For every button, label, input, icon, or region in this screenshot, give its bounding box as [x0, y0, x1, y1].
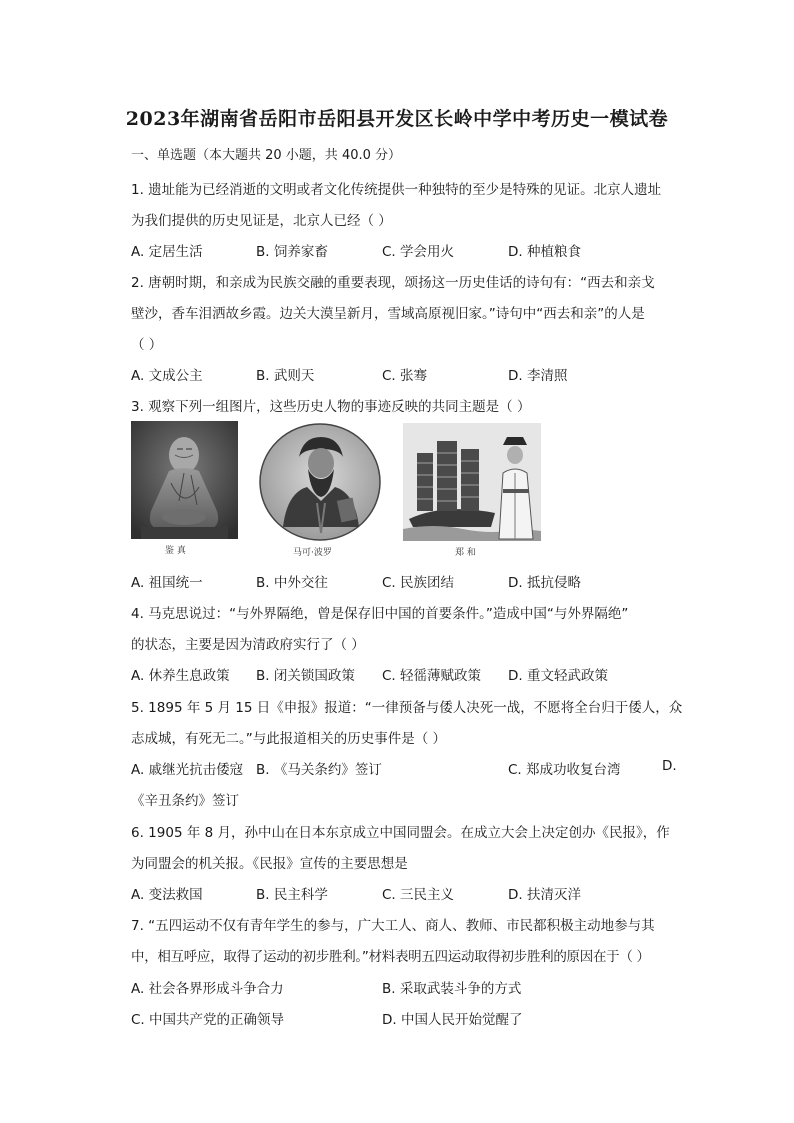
- q1-stem-line1: 1. 遗址能为已经消逝的文明或者文化传统提供一种独特的至少是特殊的见证。北京人遗址: [131, 182, 662, 198]
- page-title: 2023年湖南省岳阳市岳阳县开发区长岭中学中考历史一模试卷: [125, 108, 669, 130]
- q5-option-b: B. 《马关条约》签订: [256, 762, 382, 778]
- q6-option-b: B. 民主科学: [256, 887, 328, 903]
- q4-stem-line1: 4. 马克思说过：“与外界隔绝，曾是保存旧中国的首要条件。”造成中国“与外界隔绝”: [131, 606, 629, 622]
- q1-stem-line2: 为我们提供的历史见证是，北京人已经（ ）: [131, 213, 392, 229]
- q4-option-c: C. 轻徭薄赋政策: [382, 668, 482, 684]
- q7-stem-line1: 7. “五四运动不仅有青年学生的参与，广大工人、商人、教师、市民都积极主动地参与其: [131, 918, 655, 934]
- q6-option-a: A. 变法救国: [131, 887, 203, 903]
- q6-stem-line1: 6. 1905 年 8 月，孙中山在日本东京成立中国同盟会。在成立大会上决定创办《民报》，作: [131, 825, 670, 841]
- q7-option-a: A. 社会各界形成斗争合力: [131, 981, 284, 997]
- marco-polo-image: [259, 423, 382, 541]
- q2-stem-line2: 壁沙，香车泪洒故乡霞。边关大漠呈新月，雪域高原视旧家。”诗句中“西去和亲”的人是: [131, 306, 645, 322]
- q2-option-a: A. 文成公主: [131, 368, 203, 384]
- q7-stem-line2: 中，相互呼应，取得了运动的初步胜利。”材料表明五四运动取得初步胜利的原因在于（ ）: [131, 949, 650, 965]
- q1-option-b: B. 饲养家畜: [256, 244, 328, 260]
- q1-option-a: A. 定居生活: [131, 244, 203, 260]
- q6-stem-line2: 为同盟会的机关报。《民报》宣传的主要思想是: [131, 856, 408, 872]
- q4-option-b: B. 闭关锁国政策: [256, 668, 355, 684]
- q4-stem-line2: 的状态，主要是因为清政府实行了（ ）: [131, 637, 365, 653]
- q3-stem-line1: 3. 观察下列一组图片，这些历史人物的事迹反映的共同主题是（ ）: [131, 399, 531, 415]
- q5-option-a: A. 戚继光抗击倭寇: [131, 762, 244, 778]
- q5-option-c: C. 郑成功收复台湾: [508, 762, 621, 778]
- q5-stem-line1: 5. 1895 年 5 月 15 日《申报》报道：“一律预备与倭人决死一战，不愿将全台归于倭人，众: [131, 700, 683, 716]
- q4-option-d: D. 重文轻武政策: [508, 668, 608, 684]
- q2-option-d: D. 李清照: [508, 368, 568, 384]
- q5-stem-line2: 志成城，有死无二。”与此报道相关的历史事件是（ ）: [131, 731, 447, 747]
- section-heading: 一、单选题（本大题共 20 小题，共 40.0 分）: [131, 148, 402, 163]
- q3-option-b: B. 中外交往: [256, 575, 328, 591]
- q7-option-d: D. 中国人民开始觉醒了: [382, 1012, 523, 1028]
- q5-option-d-continued: 《辛丑条约》签订: [131, 793, 239, 809]
- q4-option-a: A. 休养生息政策: [131, 668, 230, 684]
- jianzhen-image: [131, 421, 238, 539]
- q5-option-d: D.: [662, 758, 677, 774]
- q2-stem-line1: 2. 唐朝时期，和亲成为民族交融的重要表现，颂扬这一历史佳话的诗句有：“西去和亲戈: [131, 275, 655, 291]
- q2-stem-line3: （ ）: [131, 337, 163, 353]
- q2-option-b: B. 武则天: [256, 368, 315, 384]
- q6-option-c: C. 三民主义: [382, 887, 455, 903]
- q7-option-c: C. 中国共产党的正确领导: [131, 1012, 285, 1028]
- q1-option-c: C. 学会用火: [382, 244, 455, 260]
- caption-zheng-he: 郑 和: [455, 548, 476, 558]
- q1-option-d: D. 种植粮食: [508, 244, 581, 260]
- q3-option-a: A. 祖国统一: [131, 575, 203, 591]
- q2-option-c: C. 张骞: [382, 368, 428, 384]
- zheng-he-image: [403, 423, 541, 541]
- q3-option-d: D. 抵抗侵略: [508, 575, 581, 591]
- q6-option-d: D. 扶清灭洋: [508, 887, 581, 903]
- q3-option-c: C. 民族团结: [382, 575, 455, 591]
- caption-marco-polo: 马可·波罗: [293, 548, 332, 558]
- q7-option-b: B. 采取武装斗争的方式: [382, 981, 522, 997]
- caption-jianzhen: 鉴 真: [165, 546, 186, 556]
